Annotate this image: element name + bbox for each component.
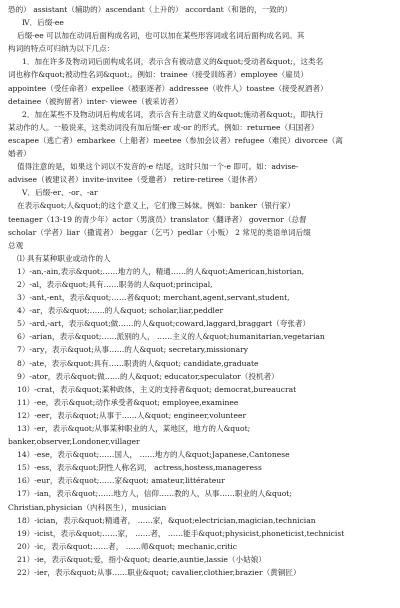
text-line: 14）-ese，表示&quot;……国人， ……地方的人&quot;Japanese,Cantonese <box>17 450 290 460</box>
text-line: 17）-ian，表示&quot;……地方人，信仰……教的人，从事……职业的人&quot; <box>17 489 292 499</box>
text-line: Ⅴ．后缀-er、-or、-ar <box>22 188 98 198</box>
text-line: 15）-ess，表示&quot;阴性人称名词， actress,hostess,manageress <box>17 463 262 473</box>
text-line: 16）-eur，表示&quot;……家&quot; amateur,littérateur <box>17 476 225 486</box>
text-line: 1）-an,-ain,表示&quot;……地方的人，精通……的人&quot;American,historian, <box>17 266 304 276</box>
text-line: advisee（被建议者）invite-invitee（受邀者） retire-retiree（退休者） <box>8 175 262 185</box>
text-line: 2）-al，表示&quot;具有……职务的人&quot;principal, <box>17 279 213 289</box>
text-line: 9）-ator，表示&quot;做……的人&quot; educator,speculator（投机者） <box>17 371 279 381</box>
text-line: 12）-eer，表示&quot;从事于……人&quot; engineer,volunteer <box>17 410 247 420</box>
text-line: appointee（受任命者）expellee（被驱逐者）addressee（收件人）toastee（接受祝酒者） <box>8 83 328 93</box>
text-line: 6）-arian，表示&quot;……派别的人， ……主义的人&quot;humanitarian,vegetarian <box>17 332 325 342</box>
text-line: teenager（13-19 的青少年）actor（男演员）translator（翻译者） governor（总督 <box>8 214 307 224</box>
text-line: 7）-ary，表示&quot;从事……的人&quot; secretary,missionary <box>17 345 249 355</box>
text-line: scholar（学者）liar（撒谎者） beggar（乞丐）pedlar（小贩） 2 常见的类语单词后缀 <box>8 227 311 237</box>
text-line: 20）-ic，表示&quot;……者， ……师&quot; mechanic,critic <box>17 541 238 551</box>
text-line: 21）-ie，表示&quot;爱，指小&quot; dearie,auntie,lassie（小姑娘） <box>17 554 266 564</box>
text-line: 4）-ar，表示&quot;……的人&quot; scholar,liar,peddler <box>17 306 224 316</box>
text-line: 3）-ant,-ent，表示&quot;……者&quot; merchant,agent,servant,student, <box>17 293 290 303</box>
text-line: 总观 <box>8 240 24 250</box>
text-line: 恐的） assistant（辅助的）ascendant（上升的） accordant（和谐的，一致的） <box>8 5 293 14</box>
text-line: 值得注意的是，如果这个词以不发音的-e 结尾，这时只加一个-e 即可。如：advise- <box>17 162 299 172</box>
text-line: 后缀-ee 可以加在动词后面构成名词，也可以加在某些形容词或名词后面构成名词。其 <box>17 31 305 41</box>
text-line: escapee（逃亡者）embarkee（上船者）meetee（参加会议者）refugee（难民）divorcee（离 <box>8 135 343 145</box>
text-line: 词也称作&quot;被动性名词&quot;。例如：trainee（接受训练者）employee（雇员） <box>8 70 308 80</box>
text-line: 2．加在某些不及物动词后构成名词，表示含有主动意义的&quot;施动者&quot;，即执行 <box>22 109 324 119</box>
text-line: 18）-ician，表示&quot;精通者， ……家，&quot;electrician,magician,technician <box>17 515 316 525</box>
text-line: 10）-crat，表示&quot;某种政体，主义的支持者&quot; democrat,bureaucrat <box>17 384 297 394</box>
text-line: Christian,physician（内科医生），musician <box>8 502 167 512</box>
text-line: detainee（被拘留者）inter- viewee（被采访者） <box>8 96 183 106</box>
text-line: 13）-er，表示&quot;从事某种职业的人，某地区，地方的人&quot; <box>17 424 251 433</box>
text-line: 构词的特点可归纳为以下几点： <box>8 44 115 54</box>
text-line: 22）-ier，表示&quot;从事……职业&quot; cavalier,clothier,brazier（黄铜匠） <box>17 568 301 578</box>
text-line: 1．加在许多及物动词后面构成名词，表示含有被动意义的&quot;受动者&quot;，这类名 <box>22 57 324 67</box>
text-line: 8）-ate，表示&quot;具有……职责的人&quot; candidate,graduate <box>17 358 259 368</box>
text-line: 在表示&quot;人&quot;的这个意义上，它们像三姊妹。例如：banker（银行家） <box>17 201 295 211</box>
text-line: 11）-ee，表示&quot;动作承受者&quot; employee,examinee <box>17 397 239 407</box>
text-line: 婚者） <box>8 149 31 159</box>
text-line: 19）-icist，表示&quot;……家， ……者， ……能手&quot;physicist,phoneticist,technicist <box>17 528 345 538</box>
text-line: banker,observer,Londoner,villager <box>8 437 140 447</box>
text-line: 某动作的人。一般说来，这类动词没有加后缀-er 或-or 的形式。例如：returnee（归国者） <box>8 122 319 132</box>
text-line: Ⅳ．后缀-ee <box>22 18 64 28</box>
text-line: 5）-ard,-art，表示&quot;做……的人&quot;coward,laggard,braggart（夸张者） <box>17 319 311 329</box>
text-line: ⑴ 具有某种职业或动作的人 <box>17 253 111 263</box>
